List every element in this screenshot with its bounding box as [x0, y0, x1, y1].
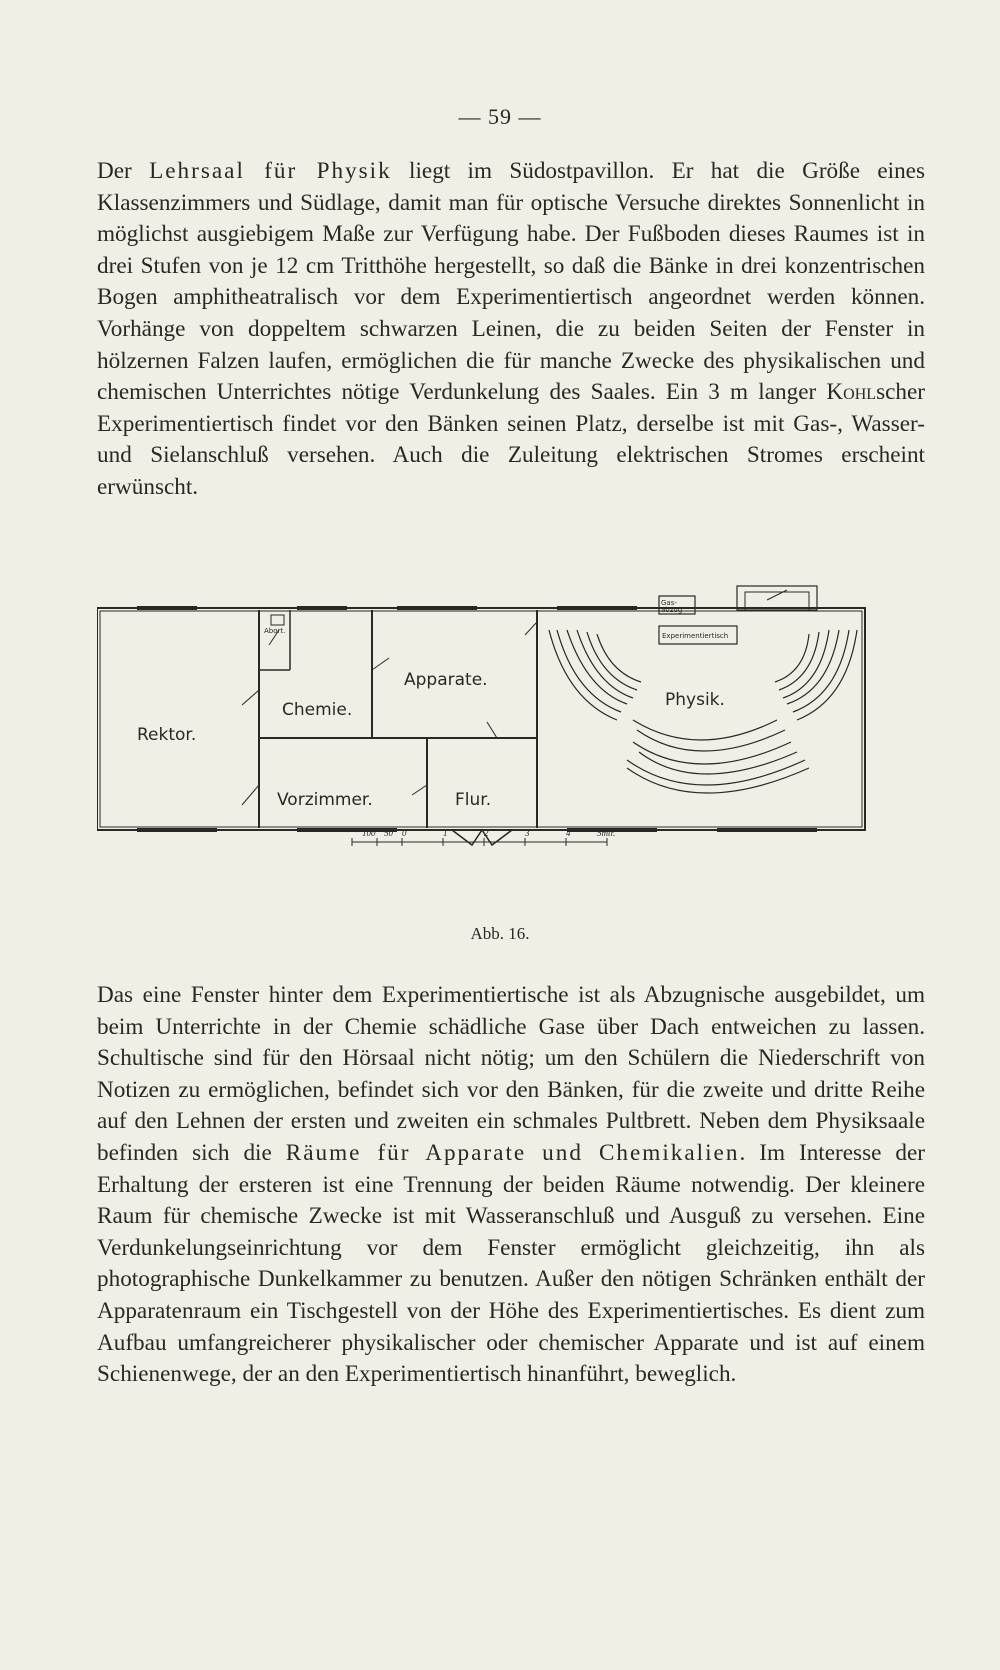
- room-label-rektor: Rektor.: [137, 725, 197, 745]
- scale-label-5mtr: 5mtr.: [597, 828, 616, 838]
- para1-spaced-term: Lehrsaal für Physik: [149, 158, 392, 184]
- bench-rows: [549, 630, 857, 793]
- scale-label-2: 2: [484, 828, 489, 838]
- door-physik: [525, 622, 537, 635]
- scale-label-1: 1: [443, 828, 448, 838]
- floor-plan-drawing: [97, 560, 925, 920]
- para1-text-c: scher Experimentiertisch findet vor den Bänken seinen Platz, derselbe ist mit Gas-, Wasser- und Sielanschluß versehen. Auch die Zuleitung elektrischen Stromes erscheint erwünscht.: [97, 379, 925, 500]
- toilet: [271, 615, 284, 625]
- door-flur: [412, 785, 427, 795]
- para1-text-a: Der: [97, 158, 150, 184]
- figure-caption: Abb. 16.: [470, 924, 530, 943]
- room-label-physik: Physik.: [665, 690, 725, 710]
- para2-spaced-term: Räume für Apparate und Chemikalien: [285, 1139, 740, 1166]
- para2-text-a: Das eine Fenster hinter dem Experimentiertische ist als Abzugnische ausgebildet, um beim Unterrichte in der Chemie schädliche Gase über Dach entweichen zu lassen. Schultische sind für den Hörsaal nicht nötig; um den Schülern die Niederschrift von Notizen zu ermöglichen, befindet sich vor den Bänken, für die zweite und dritte Reihe auf den Lehnen der ersten und zweiten ein schmales Pultbrett. Neben dem Physiksaale befinden sich die: [97, 982, 925, 1166]
- room-label-flur: Flur.: [455, 790, 492, 810]
- scale-label-3: 3: [525, 828, 530, 838]
- hood-niche: [737, 586, 817, 610]
- scale-label-4: 4: [566, 828, 571, 838]
- room-label-chemie: Chemie.: [282, 700, 353, 720]
- label-experiment-table: Experimentiertisch: [662, 632, 729, 640]
- door-chemie: [242, 690, 259, 705]
- door-vorzimmer: [242, 785, 259, 805]
- entrance-steps: [452, 830, 512, 845]
- label-gas-hood: Gas-abzug: [661, 599, 683, 614]
- scale-label-0: 0: [402, 828, 407, 838]
- para1-text-b: liegt im Südostpavillon. Er hat die Größe eines Klassenzimmers und Südlage, damit man für optische Versuche direktes Sonnenlicht in möglichst ausgiebigem Maße zur Verfügung habe. Der Fußboden dieses Raumes ist in drei Stufen von je 12 cm Tritthöhe hergestellt, so daß die Bänke in drei konzentrischen Bogen amphitheatralisch vor dem Experimentiertisch angeordnet werden können. Vorhänge von doppeltem schwarzen Leinen, die zu beiden Seiten der Fenster in hölzernen Falzen laufen, ermöglichen die für manche Zwecke des physikalischen und chemischen Unterrichtes nötige Verdunkelung des Saales. Ein 3 m langer: [97, 158, 925, 406]
- room-label-apparate: Apparate.: [404, 670, 488, 690]
- para1-name-kohl: Kohl: [826, 379, 877, 406]
- para2-text-b: . Im Interesse der Erhaltung der ersteren ist eine Trennung der beiden Räume notwendig. Der kleinere Raum für chemische Zwecke ist mit Wasseranschluß und Ausguß zu versehen. Eine Verdunkelungseinrichtung vor dem Fenster ermöglicht gleichzeitig, ihn als photographische Dunkelkammer zu benutzen. Außer den nötigen Schränken enthält der Apparatenraum ein Tischgestell von der Höhe des Experimentiertisches. Es dient zum Aufbau umfangreicherer physikalischer oder chemischer Apparate und ist auf einem Schienenwege, der an den Experimentiertisch hinanführt, beweglich.: [97, 1139, 925, 1388]
- room-label-abort: Abort.: [264, 627, 286, 635]
- room-label-vorzimmer: Vorzimmer.: [277, 790, 373, 810]
- paragraph-physics-hall: [97, 156, 925, 504]
- paragraph-apparatus-rooms: [97, 980, 925, 1391]
- door-apparate: [372, 658, 389, 670]
- floor-plan-figure: [97, 560, 925, 920]
- scale-label-100: 100: [362, 828, 376, 838]
- door-corridor: [487, 722, 497, 738]
- page-number: — 59 —: [458, 104, 542, 129]
- scale-label-50: 50: [384, 828, 393, 838]
